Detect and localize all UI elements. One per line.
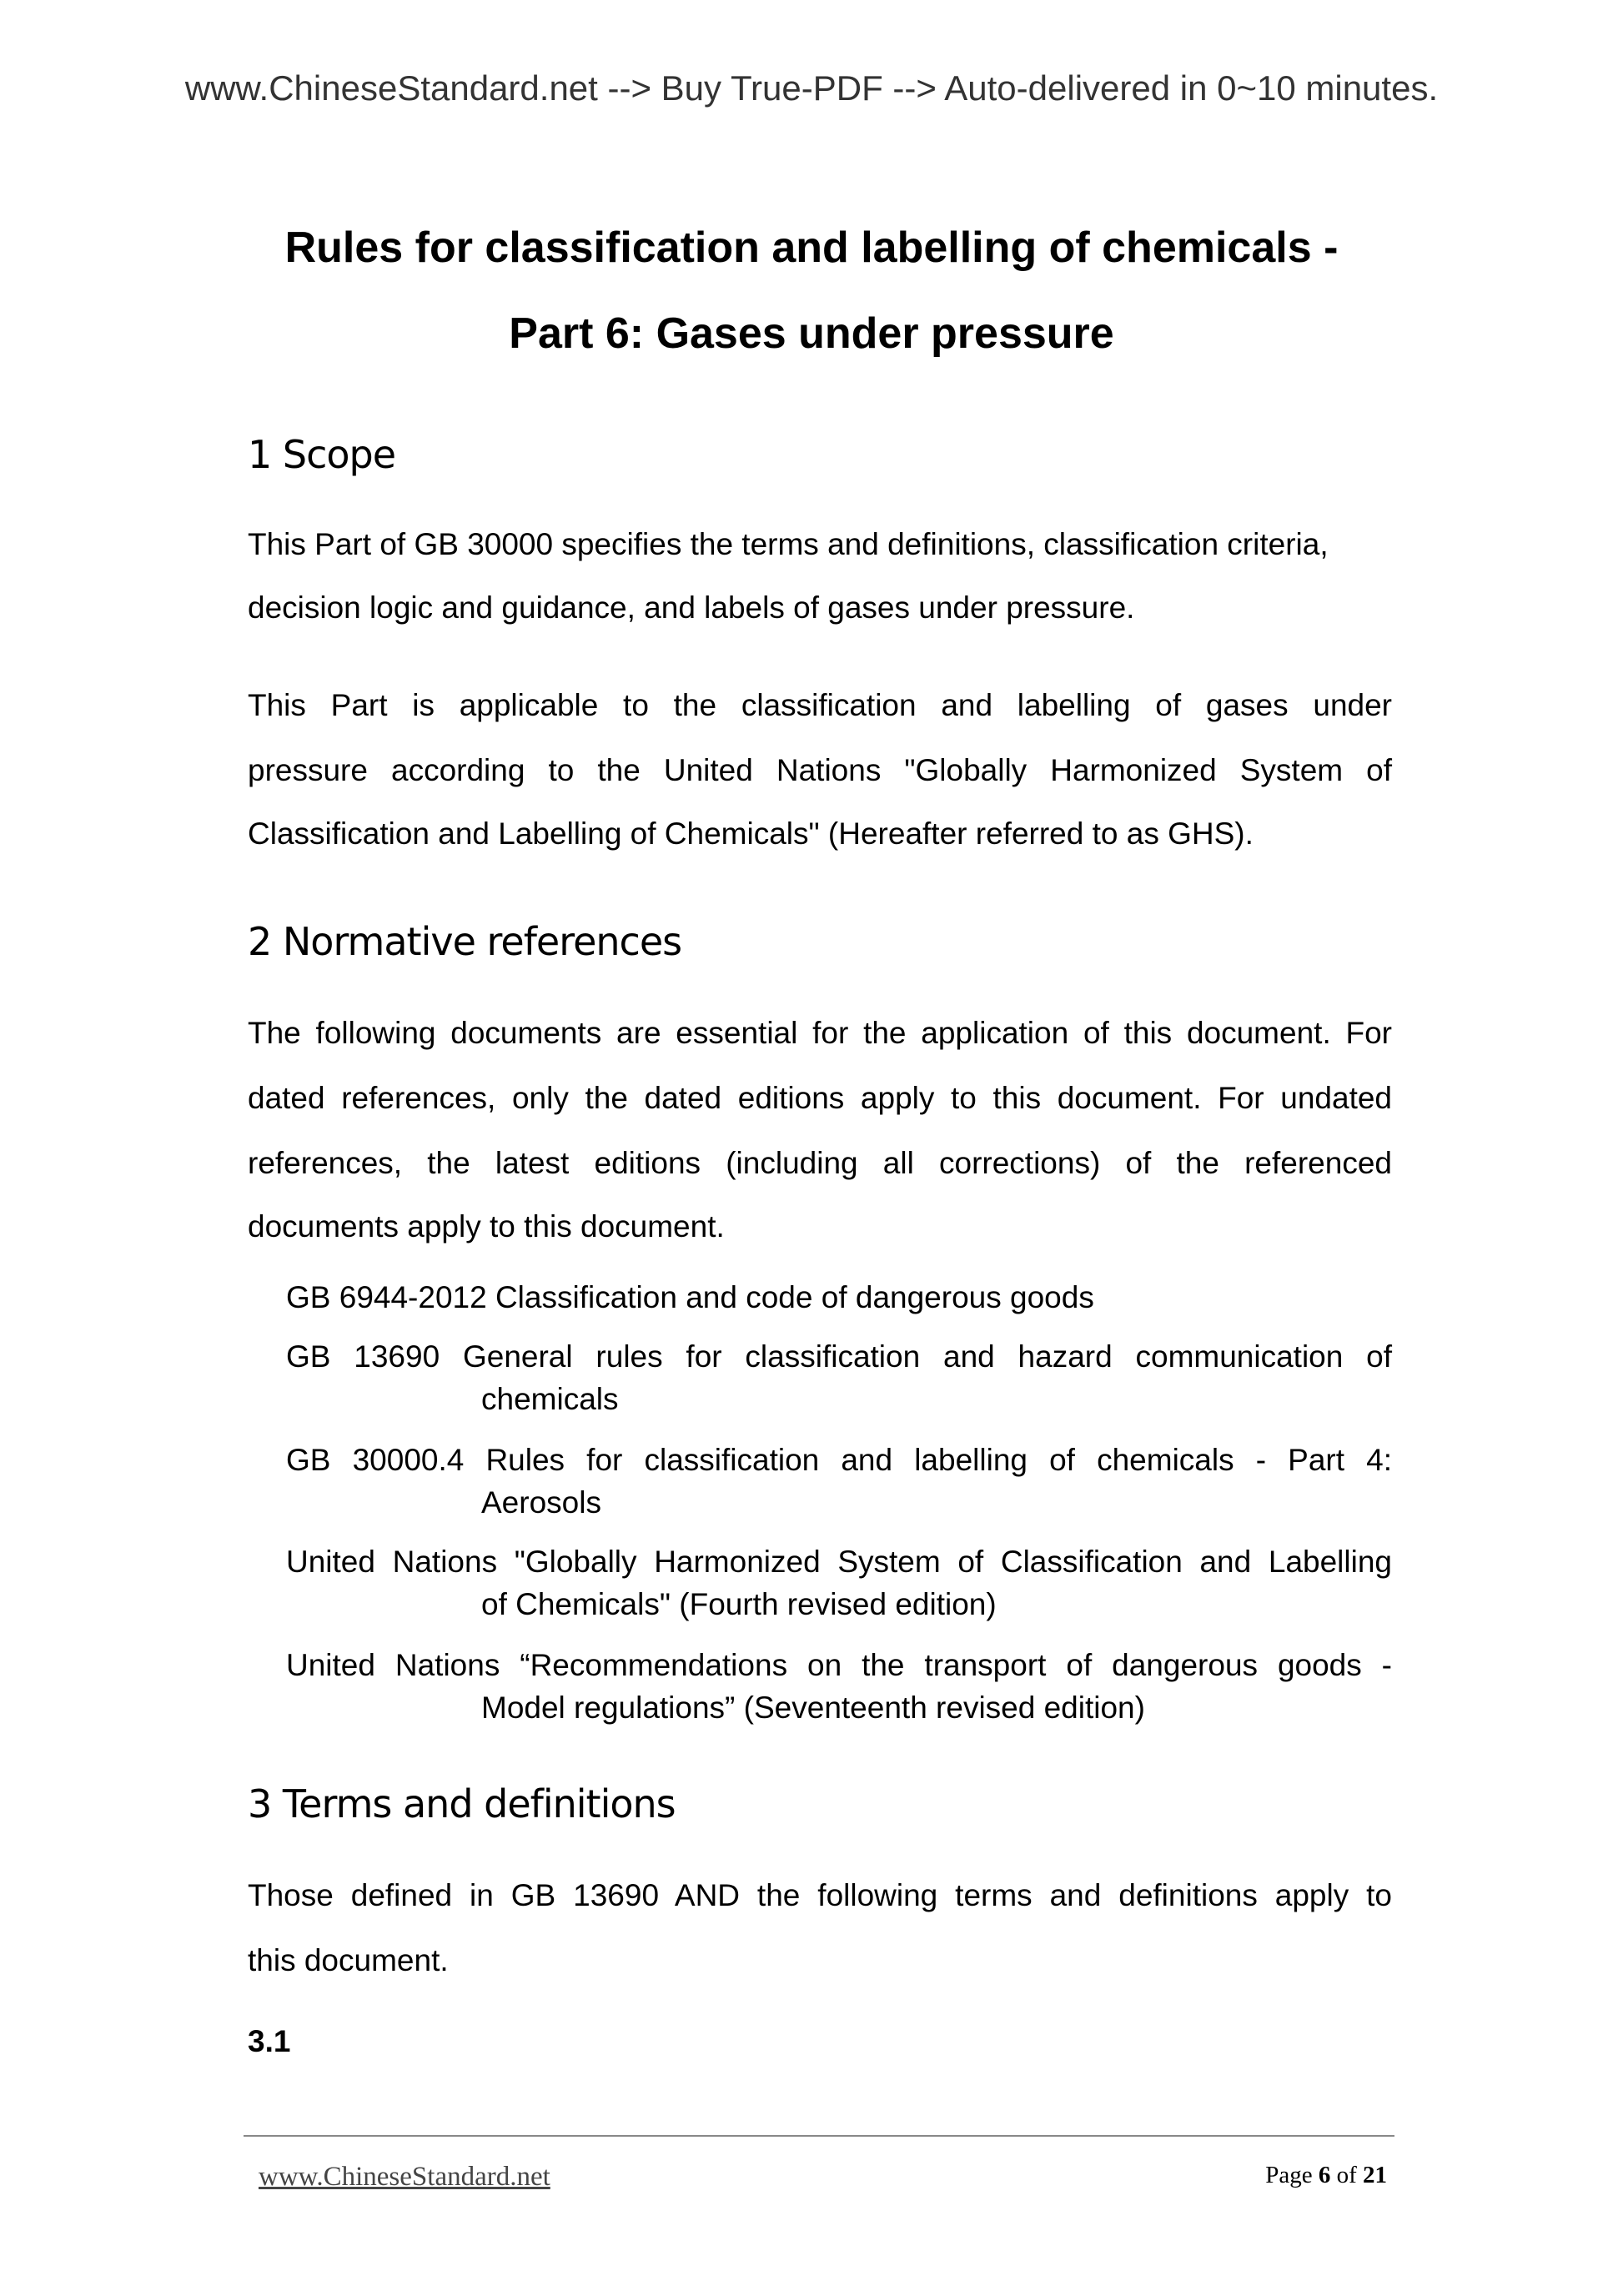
paragraph-line: this document.: [248, 1943, 449, 1977]
reference-item: GB 30000.4 Rules for classification and labelling of chemicals - Part 4:: [286, 1443, 1392, 1477]
paragraph-line: The following documents are essential for the application of this document. For: [248, 1016, 1392, 1050]
section-heading-normative-references: 2 Normative references: [248, 919, 682, 964]
document-title-line-1: Rules for classification and labelling of chemicals -: [284, 224, 1339, 272]
total-pages: 21: [1363, 2162, 1387, 2188]
reference-item: GB 6944-2012 Classification and code of dangerous goods: [286, 1280, 1094, 1314]
reference-item-continuation: Model regulations” (Seventeenth revised edition): [481, 1691, 1145, 1725]
footer-divider: [244, 2135, 1394, 2137]
reference-item: United Nations "Globally Harmonized System of Classification and Labelling: [286, 1545, 1392, 1579]
section-heading-scope: 1 Scope: [248, 432, 396, 477]
reference-item-continuation: Aerosols: [481, 1485, 601, 1520]
paragraph-line: This Part is applicable to the classification and labelling of gases under: [248, 688, 1392, 722]
reference-item-continuation: chemicals: [481, 1382, 619, 1416]
paragraph-line: This Part of GB 30000 specifies the terms and definitions, classification criteria,: [248, 527, 1329, 561]
page-label: Page: [1265, 2162, 1319, 2188]
paragraph-line: decision logic and guidance, and labels of gases under pressure.: [248, 590, 1135, 625]
reference-item: United Nations “Recommendations on the transport of dangerous goods -: [286, 1648, 1392, 1682]
reference-item-continuation: of Chemicals" (Fourth revised edition): [481, 1587, 997, 1621]
footer-link[interactable]: www.ChineseStandard.net: [259, 2162, 550, 2192]
paragraph-line: references, the latest editions (including all corrections) of the referenced: [248, 1146, 1392, 1180]
document-title-line-2: Part 6: Gases under pressure: [509, 309, 1114, 358]
section-heading-terms: 3 Terms and definitions: [248, 1781, 676, 1826]
paragraph-line: documents apply to this document.: [248, 1209, 725, 1243]
page-number: [1265, 2162, 1387, 2189]
subclause-number: 3.1: [248, 2024, 291, 2058]
current-page: 6: [1318, 2162, 1331, 2188]
reference-item: GB 13690 General rules for classification and hazard communication of: [286, 1339, 1392, 1374]
paragraph-line: Those defined in GB 13690 AND the following terms and definitions apply to: [248, 1878, 1392, 1912]
paragraph-line: dated references, only the dated editions apply to this document. For undated: [248, 1081, 1392, 1115]
site-banner: www.ChineseStandard.net --> Buy True-PDF --> Auto-delivered in 0~10 minutes.: [184, 68, 1439, 108]
paragraph-line: Classification and Labelling of Chemicals" (Hereafter referred to as GHS).: [248, 816, 1254, 851]
paragraph-line: pressure according to the United Nations "Globally Harmonized System of: [248, 753, 1392, 787]
page-of: of: [1330, 2162, 1363, 2188]
